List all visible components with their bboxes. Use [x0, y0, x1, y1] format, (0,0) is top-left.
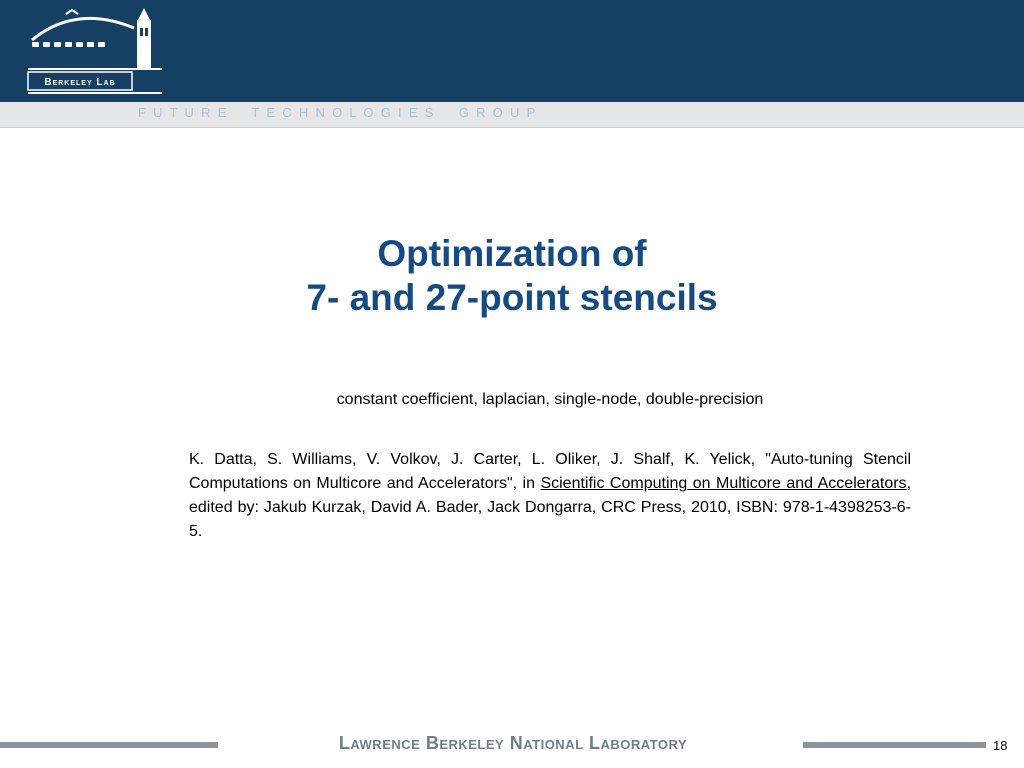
- footer-rule-left: [0, 742, 218, 748]
- footer-rule-right: [803, 742, 986, 748]
- slide-title-line2: 7- and 27-point stencils: [306, 277, 718, 318]
- footer-lab-name: Lawrence Berkeley National Laboratory: [338, 733, 688, 753]
- citation-publication: , edited by: Jakub Kurzak, David A. Bader, Jack Dongarra, CRC Press, 2010, ISBN: 978-1-4398253-6-5.: [189, 475, 912, 540]
- berkeley-lab-logo: [26, 6, 164, 96]
- slide-title-line1: Optimization of: [377, 233, 647, 274]
- citation-authors-title: K. Datta, S. Williams, V. Volkov, J. Carter, L. Oliker, J. Shalf, K. Yelick, "Auto-tuning Stencil Computations on Multicore and Accelerators", in: [189, 451, 911, 492]
- citation: [189, 448, 911, 544]
- header-bar: [0, 0, 1024, 102]
- logo-text: Berkeley Lab: [44, 77, 116, 88]
- group-tagline: F U T U R E T E C H N O L O G I E S G R O U P: [138, 105, 536, 120]
- slide-title: [0, 232, 1024, 320]
- citation-book-title: Scientific Computing on Multicore and Accelerators: [540, 475, 907, 492]
- slide-subtitle: constant coefficient, laplacian, single-node, double-precision: [336, 391, 764, 408]
- page-number: 18: [993, 738, 1008, 753]
